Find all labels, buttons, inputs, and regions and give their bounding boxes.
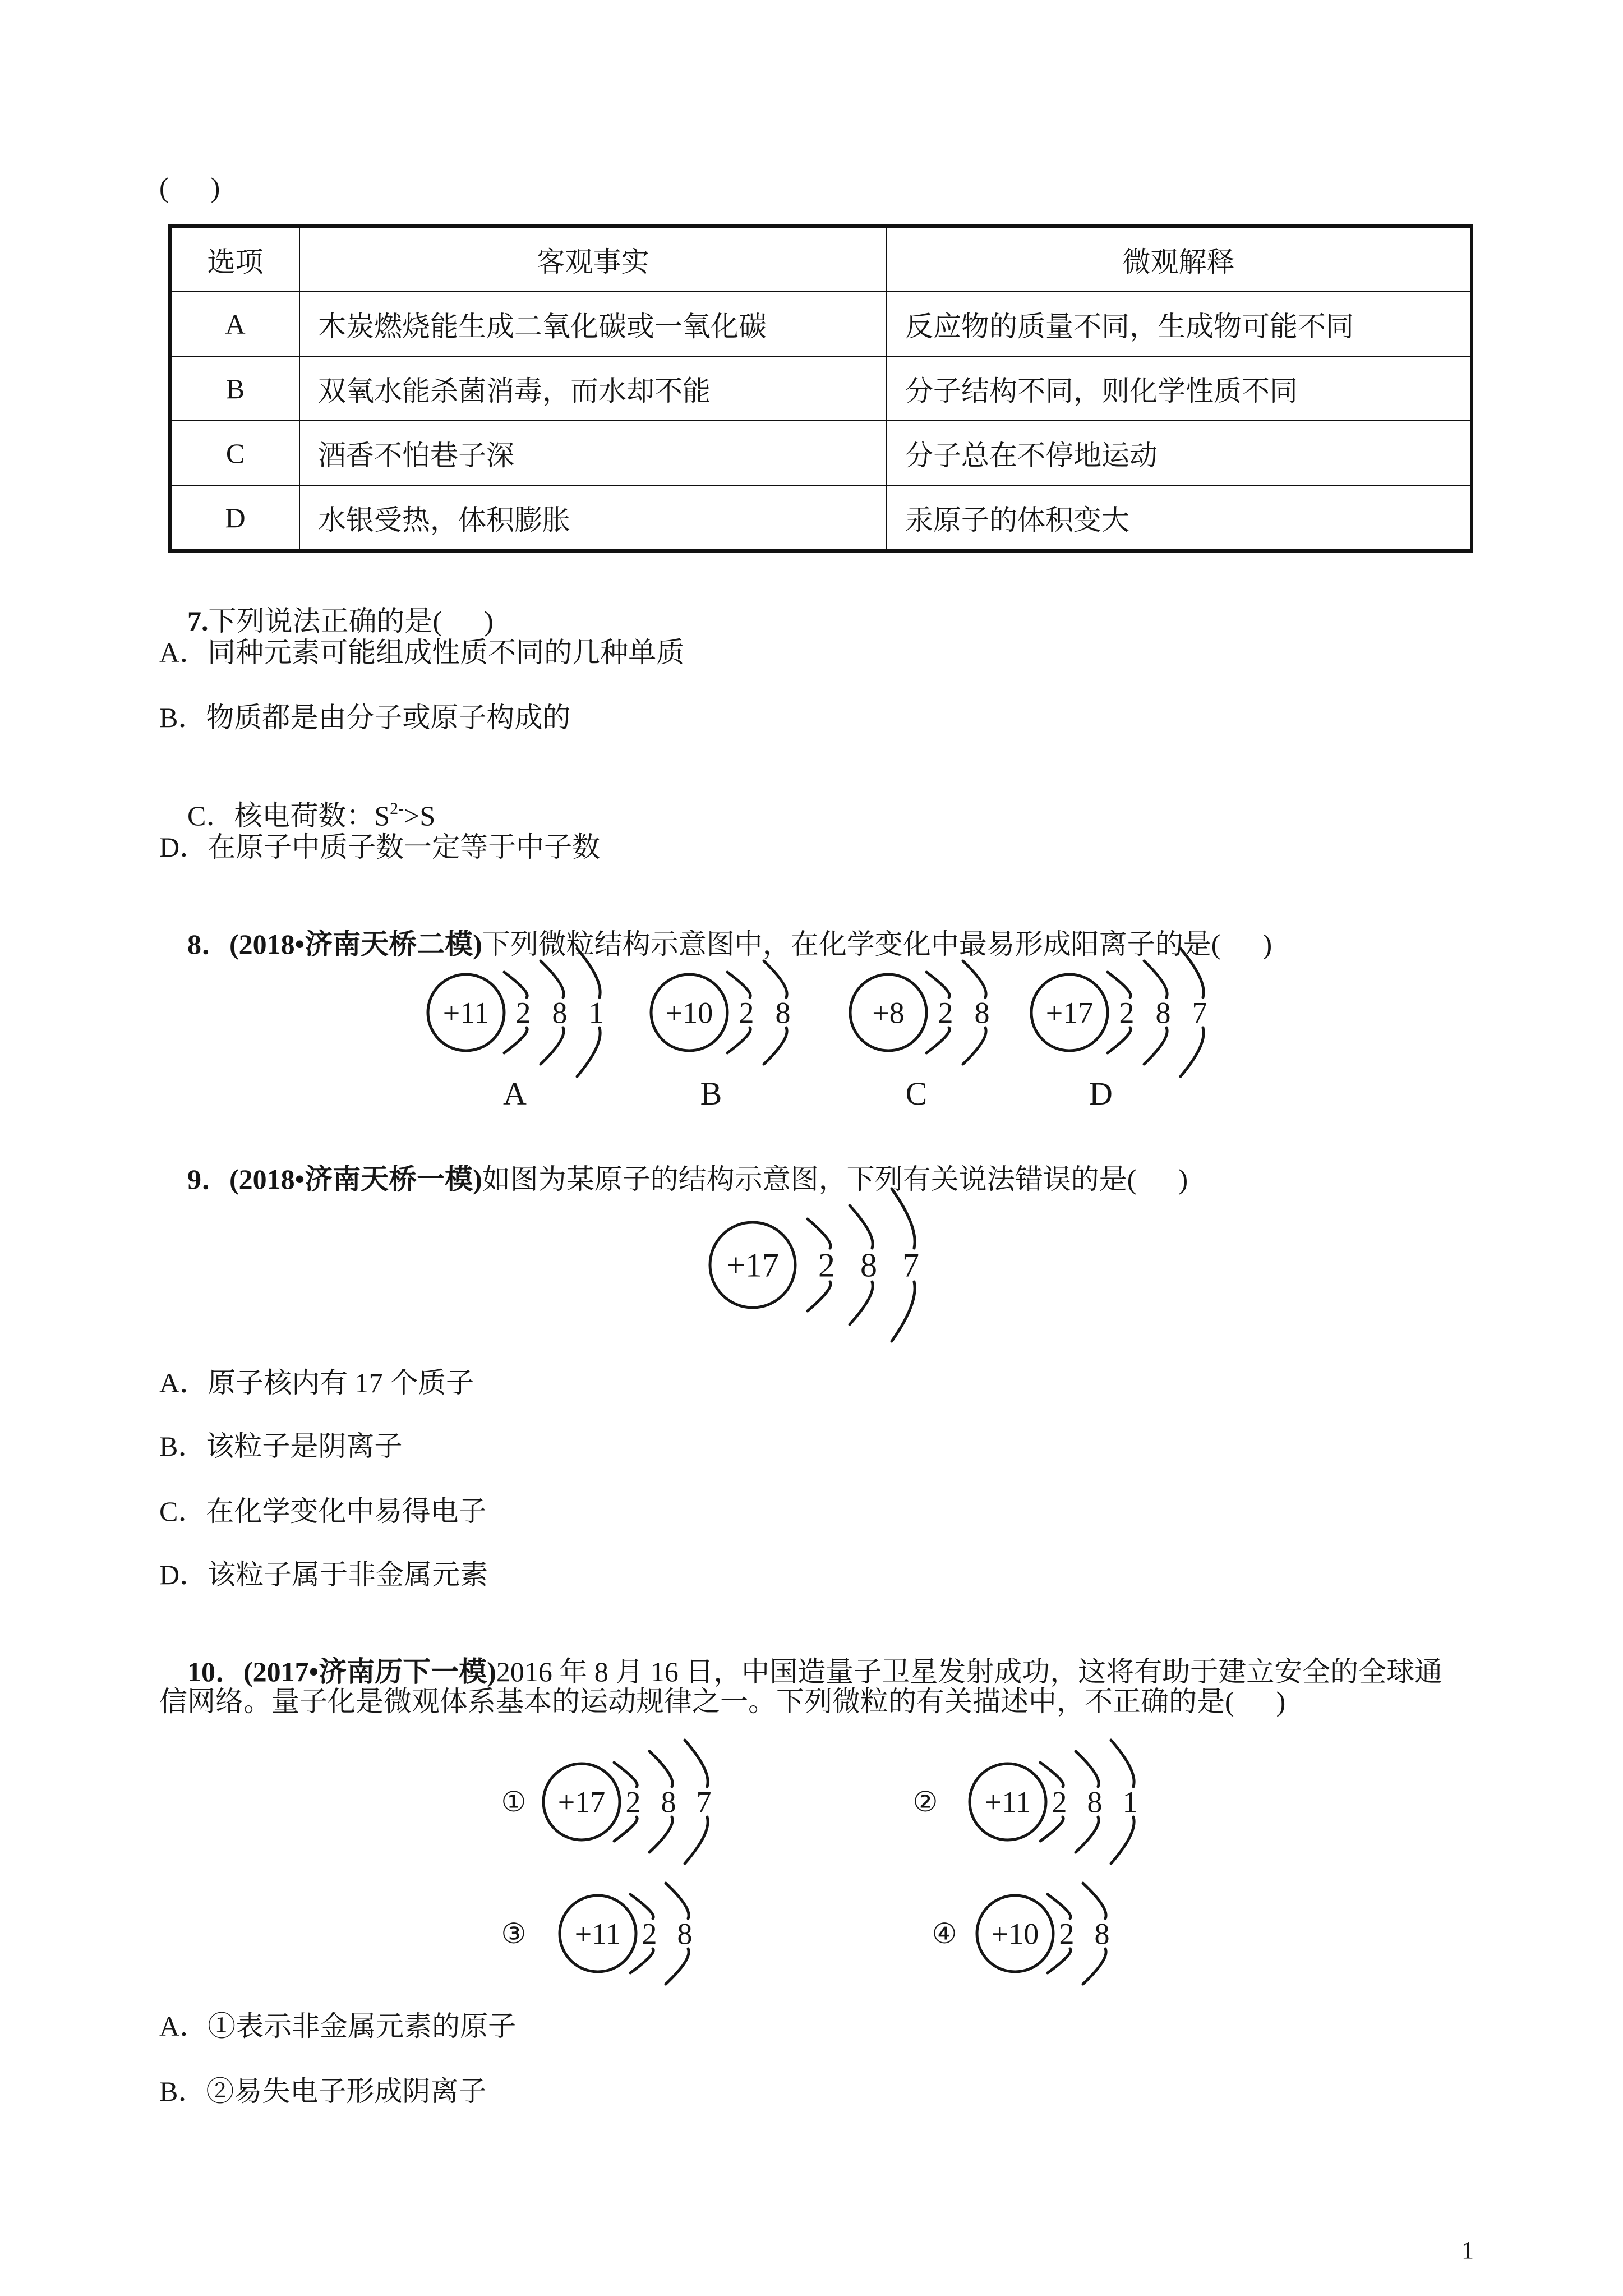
cell-explanation: 反应物的质量不同，生成物可能不同 bbox=[887, 292, 1472, 356]
electron-shell-arc-upper bbox=[926, 972, 949, 997]
electron-shell-arc-upper bbox=[892, 1189, 915, 1248]
question-text: 下列说法正确的是( ) bbox=[208, 605, 494, 637]
electron-shell-arc-upper bbox=[541, 961, 564, 997]
electron-shell-arc-upper bbox=[1108, 972, 1131, 997]
question-text: 2016 年 8 月 16 日，中国造量子卫星发射成功，这将有助于建立安全的全球通 bbox=[496, 1656, 1443, 1687]
shell-electron-count: 7 bbox=[696, 1785, 712, 1819]
shell-electron-count: 8 bbox=[677, 1917, 693, 1951]
diagram-marker: ① bbox=[501, 1786, 527, 1818]
header-fact: 客观事实 bbox=[299, 226, 887, 292]
electron-shell-arc-lower bbox=[1083, 1949, 1106, 1984]
shell-electron-count: 8 bbox=[552, 996, 568, 1030]
electron-shell-arc-upper bbox=[1111, 1740, 1134, 1787]
electron-shell-arc-upper bbox=[727, 972, 750, 997]
electron-shell-arc-lower bbox=[1108, 1028, 1131, 1053]
electron-shell-arc-lower bbox=[577, 1028, 600, 1076]
electron-shell-arc-lower bbox=[504, 1028, 527, 1053]
q6-answer-blank: ( ) bbox=[159, 172, 220, 203]
q7-option-d: D．在原子中质子数一定等于中子数 bbox=[159, 831, 601, 863]
electron-shell-arc-lower bbox=[630, 1949, 653, 1973]
cell-fact: 酒香不怕巷子深 bbox=[299, 421, 887, 485]
electron-shell-arc-lower bbox=[727, 1028, 750, 1053]
shell-electron-count: 8 bbox=[775, 996, 791, 1030]
cell-option: D bbox=[170, 485, 299, 551]
shell-electron-count: 2 bbox=[818, 1246, 835, 1284]
question-source: (2017•济南历下一模) bbox=[243, 1656, 496, 1687]
nucleus-charge: +10 bbox=[665, 996, 713, 1030]
nucleus-charge: +17 bbox=[557, 1785, 606, 1819]
shell-electron-count: 2 bbox=[938, 996, 953, 1030]
cell-explanation: 分子总在不停地运动 bbox=[887, 421, 1472, 485]
diagram-label: B bbox=[700, 1075, 722, 1112]
cell-fact: 双氧水能杀菌消毒，而水却不能 bbox=[299, 356, 887, 421]
header-option: 选项 bbox=[170, 226, 299, 292]
nucleus-charge: +17 bbox=[726, 1246, 779, 1284]
atom-structure-diagram bbox=[710, 1189, 919, 1341]
nucleus-charge: +10 bbox=[991, 1917, 1039, 1951]
electron-shell-arc-lower bbox=[1048, 1949, 1071, 1973]
cell-option: C bbox=[170, 421, 299, 485]
cell-option: A bbox=[170, 292, 299, 356]
diagram-label: C bbox=[905, 1075, 928, 1112]
electron-shell-arc-lower bbox=[649, 1817, 672, 1852]
shell-electron-count: 2 bbox=[625, 1785, 641, 1819]
electron-shell-arc-lower bbox=[808, 1282, 831, 1311]
electron-shell-arc-upper bbox=[1083, 1883, 1106, 1918]
diagram-marker: ③ bbox=[501, 1917, 527, 1950]
shell-electron-count: 7 bbox=[1192, 996, 1207, 1030]
shell-electron-count: 8 bbox=[1155, 996, 1171, 1030]
shell-electron-count: 7 bbox=[902, 1246, 919, 1284]
q9-option-d: D．该粒子属于非金属元素 bbox=[159, 1559, 488, 1590]
question-source: (2018•济南天桥二模) bbox=[229, 928, 482, 960]
shell-electron-count: 8 bbox=[860, 1246, 877, 1284]
electron-shell-arc-lower bbox=[685, 1817, 708, 1864]
q10-option-a: A．①表示非金属元素的原子 bbox=[159, 2010, 517, 2042]
electron-shell-arc-lower bbox=[1040, 1817, 1063, 1841]
electron-shell-arc-upper bbox=[649, 1751, 672, 1787]
atom-structure-diagram bbox=[428, 949, 604, 1076]
page-number: 1 bbox=[1461, 2237, 1474, 2264]
option-text-tail: >S bbox=[404, 800, 436, 831]
cell-explanation: 汞原子的体积变大 bbox=[887, 485, 1472, 551]
question-number: 8． bbox=[187, 928, 229, 960]
electron-shell-arc-upper bbox=[1144, 961, 1167, 997]
electron-shell-arc-lower bbox=[1076, 1817, 1099, 1852]
question-number: 7. bbox=[187, 605, 209, 637]
shell-electron-count: 8 bbox=[1087, 1785, 1103, 1819]
q9-option-b: B．该粒子是阴离子 bbox=[159, 1430, 403, 1462]
question-number: 9． bbox=[187, 1163, 229, 1195]
shell-electron-count: 8 bbox=[661, 1785, 676, 1819]
electron-shell-arc-upper bbox=[1076, 1751, 1099, 1787]
atom-structure-diagram bbox=[560, 1883, 693, 1984]
cell-option: B bbox=[170, 356, 299, 421]
diagram-marker: ④ bbox=[932, 1917, 957, 1950]
atom-structure-diagram bbox=[970, 1740, 1138, 1864]
electron-shell-arc-lower bbox=[850, 1282, 873, 1324]
q7-option-a: A．同种元素可能组成性质不同的几种单质 bbox=[159, 637, 685, 668]
shell-electron-count: 2 bbox=[1052, 1785, 1067, 1819]
electron-shell-arc-lower bbox=[1181, 1028, 1204, 1076]
electron-shell-arc-upper bbox=[614, 1763, 637, 1787]
electron-shell-arc-upper bbox=[963, 961, 986, 997]
q9-option-a: A．原子核内有 17 个质子 bbox=[159, 1367, 474, 1398]
q10-option-b: B．②易失电子形成阴离子 bbox=[159, 2076, 487, 2107]
electron-shell-arc-lower bbox=[1111, 1817, 1134, 1864]
question-text: 如图为某原子的结构示意图，下列有关说法错误的是( ) bbox=[482, 1163, 1188, 1195]
electron-shell-arc-lower bbox=[892, 1282, 915, 1341]
q9-option-c: C．在化学变化中易得电子 bbox=[159, 1496, 487, 1527]
shell-electron-count: 1 bbox=[588, 996, 604, 1030]
electron-shell-arc-lower bbox=[926, 1028, 949, 1053]
nucleus-charge: +11 bbox=[984, 1785, 1031, 1819]
electron-shell-arc-upper bbox=[504, 972, 527, 997]
atom-structure-diagram bbox=[977, 1883, 1110, 1984]
shell-electron-count: 2 bbox=[739, 996, 754, 1030]
nucleus-charge: +11 bbox=[574, 1917, 621, 1951]
electron-shell-arc-upper bbox=[577, 949, 600, 997]
shell-electron-count: 2 bbox=[642, 1917, 657, 1951]
cell-fact: 木炭燃烧能生成二氧化碳或一氧化碳 bbox=[299, 292, 887, 356]
electron-shell-arc-upper bbox=[1048, 1894, 1071, 1918]
electron-shell-arc-lower bbox=[614, 1817, 637, 1841]
cell-fact: 水银受热，体积膨胀 bbox=[299, 485, 887, 551]
electron-shell-arc-upper bbox=[850, 1205, 873, 1248]
electron-shell-arc-lower bbox=[963, 1028, 986, 1064]
electron-shell-arc-upper bbox=[764, 961, 787, 997]
electron-shell-arc-upper bbox=[630, 1894, 653, 1918]
diagram-label: D bbox=[1089, 1075, 1113, 1112]
shell-electron-count: 2 bbox=[1119, 996, 1135, 1030]
atom-structure-diagram bbox=[651, 961, 791, 1064]
ion-charge-superscript: 2- bbox=[390, 799, 404, 818]
shell-electron-count: 8 bbox=[974, 996, 990, 1030]
shell-electron-count: 1 bbox=[1122, 1785, 1138, 1819]
shell-electron-count: 8 bbox=[1094, 1917, 1110, 1951]
electron-shell-arc-upper bbox=[1181, 949, 1204, 997]
shell-electron-count: 2 bbox=[1059, 1917, 1075, 1951]
electron-shell-arc-upper bbox=[666, 1883, 689, 1918]
atom-structure-diagram bbox=[850, 961, 990, 1064]
header-explanation: 微观解释 bbox=[887, 226, 1472, 292]
atom-structure-diagram bbox=[1031, 949, 1207, 1076]
nucleus-charge: +17 bbox=[1045, 996, 1094, 1030]
cell-explanation: 分子结构不同，则化学性质不同 bbox=[887, 356, 1472, 421]
electron-shell-arc-lower bbox=[1144, 1028, 1167, 1064]
nucleus-charge: +8 bbox=[872, 996, 905, 1030]
option-text: C．核电荷数：S bbox=[187, 800, 390, 831]
nucleus-charge: +11 bbox=[442, 996, 490, 1030]
electron-shell-arc-lower bbox=[541, 1028, 564, 1064]
electron-shell-arc-upper bbox=[685, 1740, 708, 1787]
q10-stem-line-2: 信网络。量子化是微观体系基本的运动规律之一。下列微粒的有关描述中，不正确的是( ) bbox=[159, 1686, 1286, 1717]
question-number: 10． bbox=[187, 1656, 243, 1687]
atom-structure-diagram bbox=[543, 1740, 712, 1864]
question-text: 下列微粒结构示意图中，在化学变化中最易形成阳离子的是( ) bbox=[482, 928, 1272, 960]
electron-shell-arc-lower bbox=[666, 1949, 689, 1984]
diagram-marker: ② bbox=[912, 1786, 938, 1818]
question-source: (2018•济南天桥一模) bbox=[229, 1163, 482, 1195]
diagram-label: A bbox=[503, 1075, 527, 1112]
shell-electron-count: 2 bbox=[515, 996, 531, 1030]
q7-option-b: B．物质都是由分子或原子构成的 bbox=[159, 702, 571, 733]
electron-shell-arc-upper bbox=[808, 1219, 831, 1248]
electron-shell-arc-lower bbox=[764, 1028, 787, 1064]
electron-shell-arc-upper bbox=[1040, 1763, 1063, 1787]
